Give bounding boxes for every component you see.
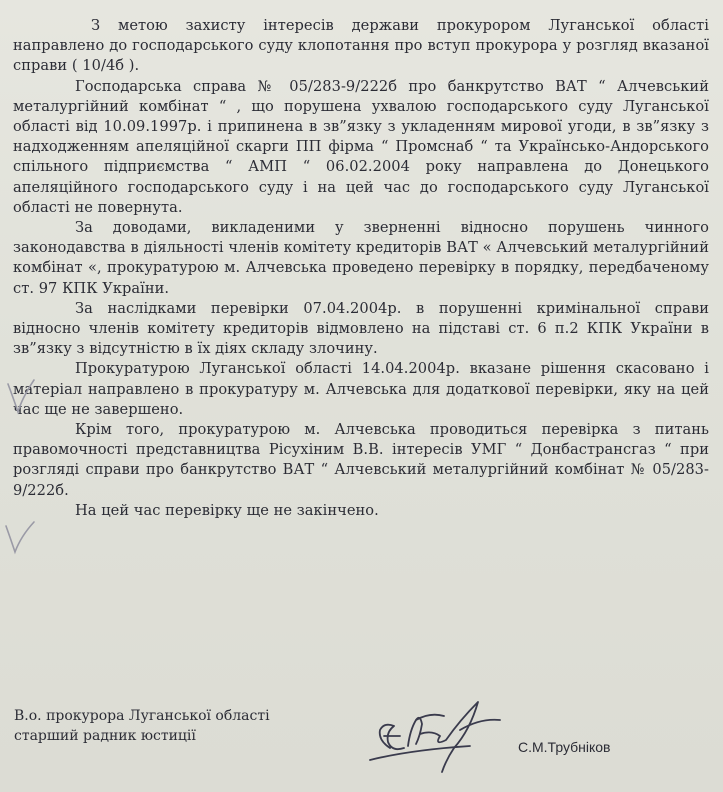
signatory-rank: старший радник юстиції [14, 728, 196, 744]
signatory-title [14, 706, 270, 746]
paragraph-intervention: З метою захисту інтересів держави прокурором Луганської області направлено до господарського суду клопотання про вступ прокурора у розгляд вказаної справи ( 10/4б ). [13, 17, 709, 75]
paragraph-representation-check: Крім того, прокуратурою м. Алчевська проводиться перевірка з питань правомочності представництва Рісухіним В.В. інтересів УМГ “ Донбастрансгаз “ при розгляді справи про банкрутство ВАТ “ Алчевський металургійний комбінат № 05/283-9/222б. [13, 421, 709, 499]
signatory-position: В.о. прокурора Луганської області [14, 708, 270, 724]
paragraph-bankruptcy-case: Господарська справа № 05/283-9/222б про банкрутство ВАТ “ Алчевський металургійний комбінат “ , що порушена ухвалою господарського суду Луганської області від 10.09.1997р. і припинена в зв”язку з укладенням мирової угоди, в зв”язку з надходженням апеляційної скарги ПП фірма “ Промснаб “ та Українсько-Андорського спільного підприємства “ АМП “ 06.02.2004 року направлена до Донецького апеляційного господарського суду і на цей час до господарського суду Луганської області не повернута. [13, 77, 709, 216]
margin-tick-icon [4, 378, 44, 418]
paragraph-inspection-result: За наслідками перевірки 07.04.2004р. в порушенні кримінальної справи відносно членів комітету кредиторів відмовлено на підставі ст. 6 п.2 КПК України в зв”язку з відсутністю в їх діях складу злочину. [13, 299, 709, 358]
paragraph-decision-cancelled: Прокуратурою Луганської області 14.04.2004р. вказане рішення скасовано і матеріал направлено в прокуратуру м. Алчевська для додаткової перевірки, яку на цей час ще не завершено. [13, 360, 709, 418]
letter-body [13, 16, 709, 521]
margin-tick-icon [2, 518, 42, 558]
paragraph-creditors-committee: За доводами, викладеними у зверненні відносно порушень чинного законодавства в діяльності членів комітету кредиторів ВАТ « Алчевський металургійний комбінат «, прокуратурою м. Алчевська проведено перевірку в порядку, передбаченому ст. 97 КПК України. [13, 219, 709, 297]
signatory-name: С.М.Трубніков [518, 739, 611, 755]
paragraph-not-finished: На цей час перевірку ще не закінчено. [75, 501, 379, 519]
handwritten-signature-icon [350, 690, 520, 780]
